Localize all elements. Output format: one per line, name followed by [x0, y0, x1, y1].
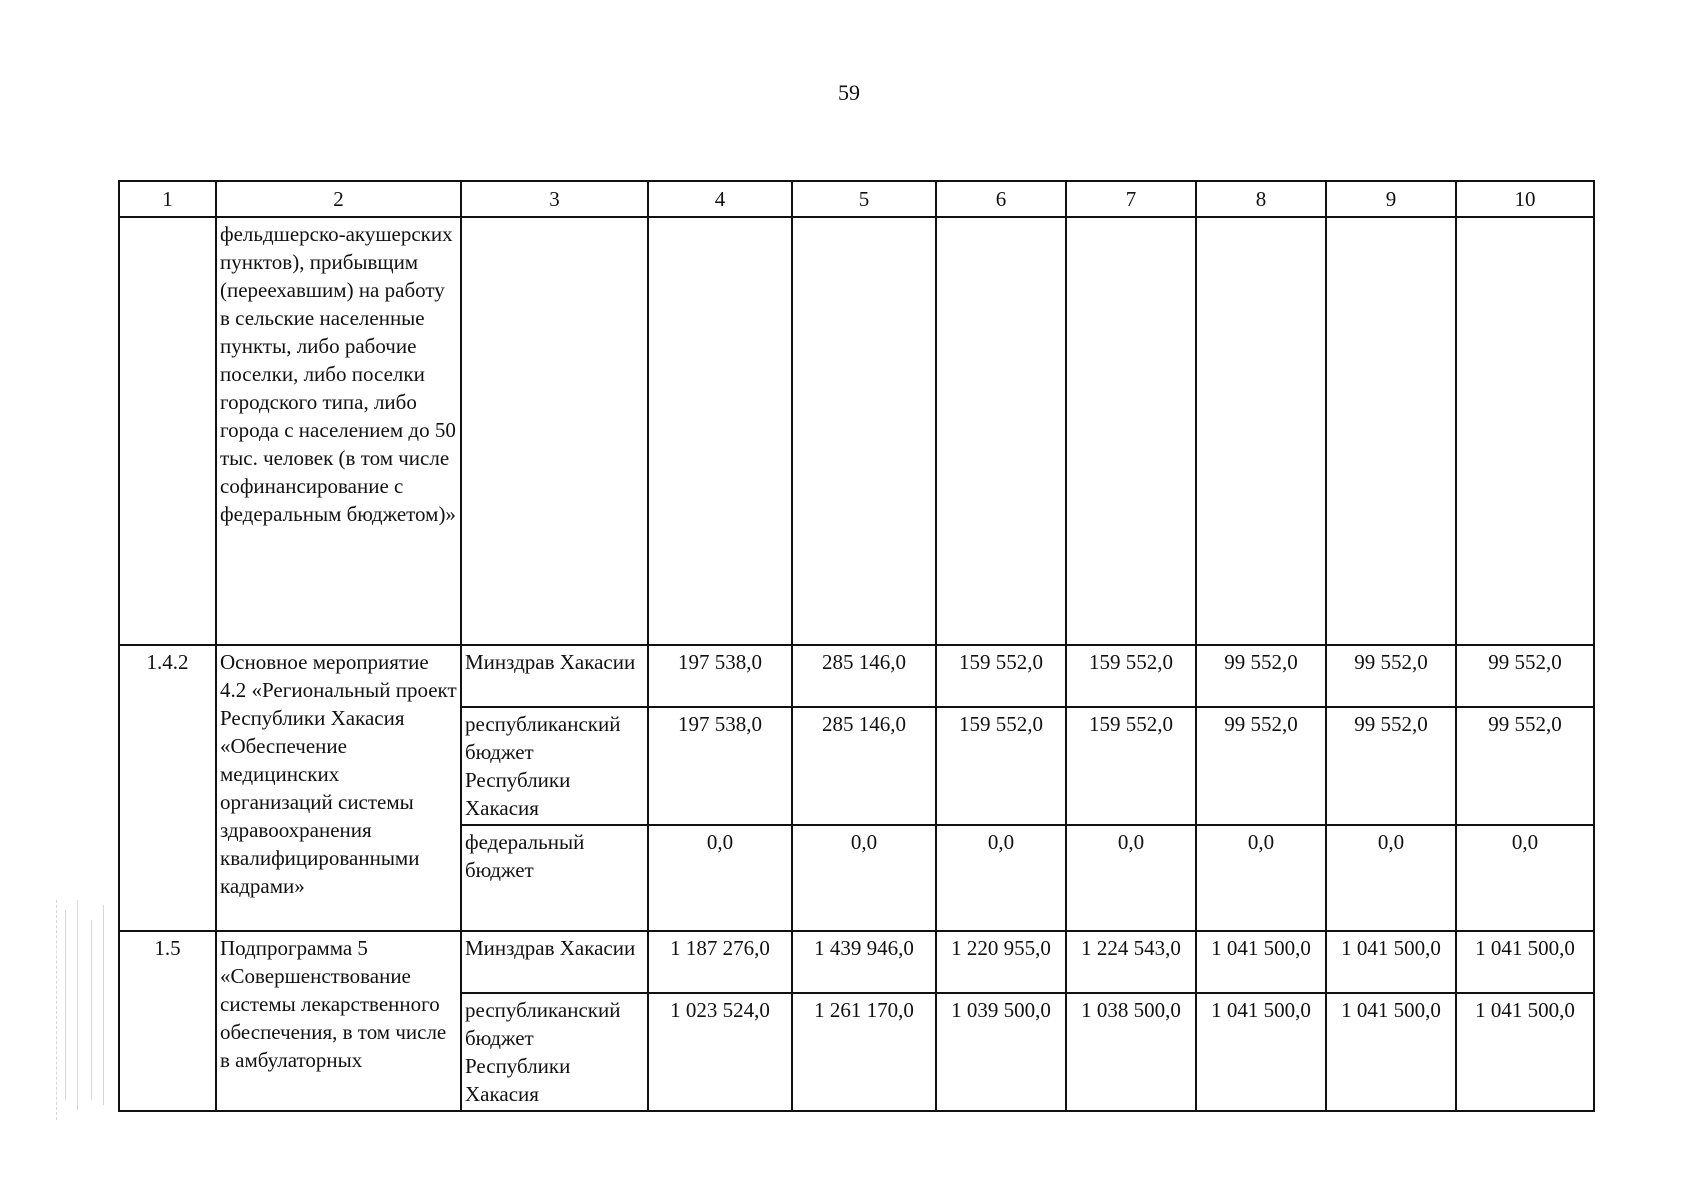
value-cell: 285 146,0: [792, 645, 936, 707]
header-col-3: 3: [461, 181, 648, 217]
header-col-1: 1: [119, 181, 216, 217]
value-cell: 1 023 524,0: [648, 993, 792, 1111]
value-cell: 99 552,0: [1456, 707, 1594, 825]
continuation-name-cell: фельдшерско-акушерских пунктов), прибывщим (переехавшим) на работу в сельские населенные пункты, либо рабочие поселки, либо поселки городского типа, либо города с населением до 50 тыс. человек (в том числе софинансирование с федеральным бюджетом)»: [216, 217, 461, 645]
value-cell: 0,0: [936, 825, 1066, 931]
executor-cell: федеральный бюджет: [461, 825, 648, 931]
executor-cell: республиканский бюджет Республики Хакасия: [461, 993, 648, 1111]
header-col-6: 6: [936, 181, 1066, 217]
header-col-7: 7: [1066, 181, 1196, 217]
table-row: [119, 931, 1594, 993]
executor-cell: Минздрав Хакасии: [461, 931, 648, 993]
value-cell: 1 187 276,0: [648, 931, 792, 993]
row-name: Подпрограмма 5 «Совершенствование системы лекарственного обеспечения, в том числе в амбулаторных: [216, 931, 461, 1111]
row-code: 1.4.2: [119, 645, 216, 931]
value-cell: 1 041 500,0: [1326, 993, 1456, 1111]
header-col-5: 5: [792, 181, 936, 217]
budget-table: [118, 180, 1595, 1112]
page-number: 59: [838, 80, 860, 105]
margin-stamp: [56, 900, 119, 1120]
value-cell: 0,0: [1066, 825, 1196, 931]
value-cell: 1 039 500,0: [936, 993, 1066, 1111]
header-col-8: 8: [1196, 181, 1326, 217]
value-cell: 159 552,0: [936, 707, 1066, 825]
value-cell: 1 041 500,0: [1196, 993, 1326, 1111]
value-cell: 1 224 543,0: [1066, 931, 1196, 993]
value-cell: 159 552,0: [1066, 707, 1196, 825]
value-cell: 99 552,0: [1326, 707, 1456, 825]
header-col-10: 10: [1456, 181, 1594, 217]
value-cell: 99 552,0: [1326, 645, 1456, 707]
value-cell: 0,0: [1326, 825, 1456, 931]
value-cell: 1 220 955,0: [936, 931, 1066, 993]
value-cell: 1 041 500,0: [1456, 931, 1594, 993]
value-cell: 99 552,0: [1456, 645, 1594, 707]
value-cell: 99 552,0: [1196, 707, 1326, 825]
value-cell: 159 552,0: [1066, 645, 1196, 707]
continuation-row: [119, 217, 1594, 645]
value-cell: 285 146,0: [792, 707, 936, 825]
value-cell: 197 538,0: [648, 707, 792, 825]
executor-cell: республиканский бюджет Республики Хакасия: [461, 707, 648, 825]
value-cell: 99 552,0: [1196, 645, 1326, 707]
header-col-2: 2: [216, 181, 461, 217]
value-cell: 0,0: [792, 825, 936, 931]
value-cell: 1 041 500,0: [1456, 993, 1594, 1111]
value-cell: 0,0: [648, 825, 792, 931]
value-cell: 1 038 500,0: [1066, 993, 1196, 1111]
value-cell: 0,0: [1196, 825, 1326, 931]
continuation-code-cell: [119, 217, 216, 645]
value-cell: 1 041 500,0: [1326, 931, 1456, 993]
header-col-4: 4: [648, 181, 792, 217]
value-cell: 0,0: [1456, 825, 1594, 931]
table-row: [119, 645, 1594, 707]
value-cell: 1 261 170,0: [792, 993, 936, 1111]
value-cell: 159 552,0: [936, 645, 1066, 707]
header-col-9: 9: [1326, 181, 1456, 217]
row-name: Основное мероприятие 4.2 «Региональный проект Республики Хакасия «Обеспечение медицинских организаций системы здравоохранения квалифицированными кадрами»: [216, 645, 461, 931]
value-cell: 1 439 946,0: [792, 931, 936, 993]
executor-cell: Минздрав Хакасии: [461, 645, 648, 707]
value-cell: 1 041 500,0: [1196, 931, 1326, 993]
row-code: 1.5: [119, 931, 216, 1111]
value-cell: 197 538,0: [648, 645, 792, 707]
header-row: [119, 181, 1594, 217]
